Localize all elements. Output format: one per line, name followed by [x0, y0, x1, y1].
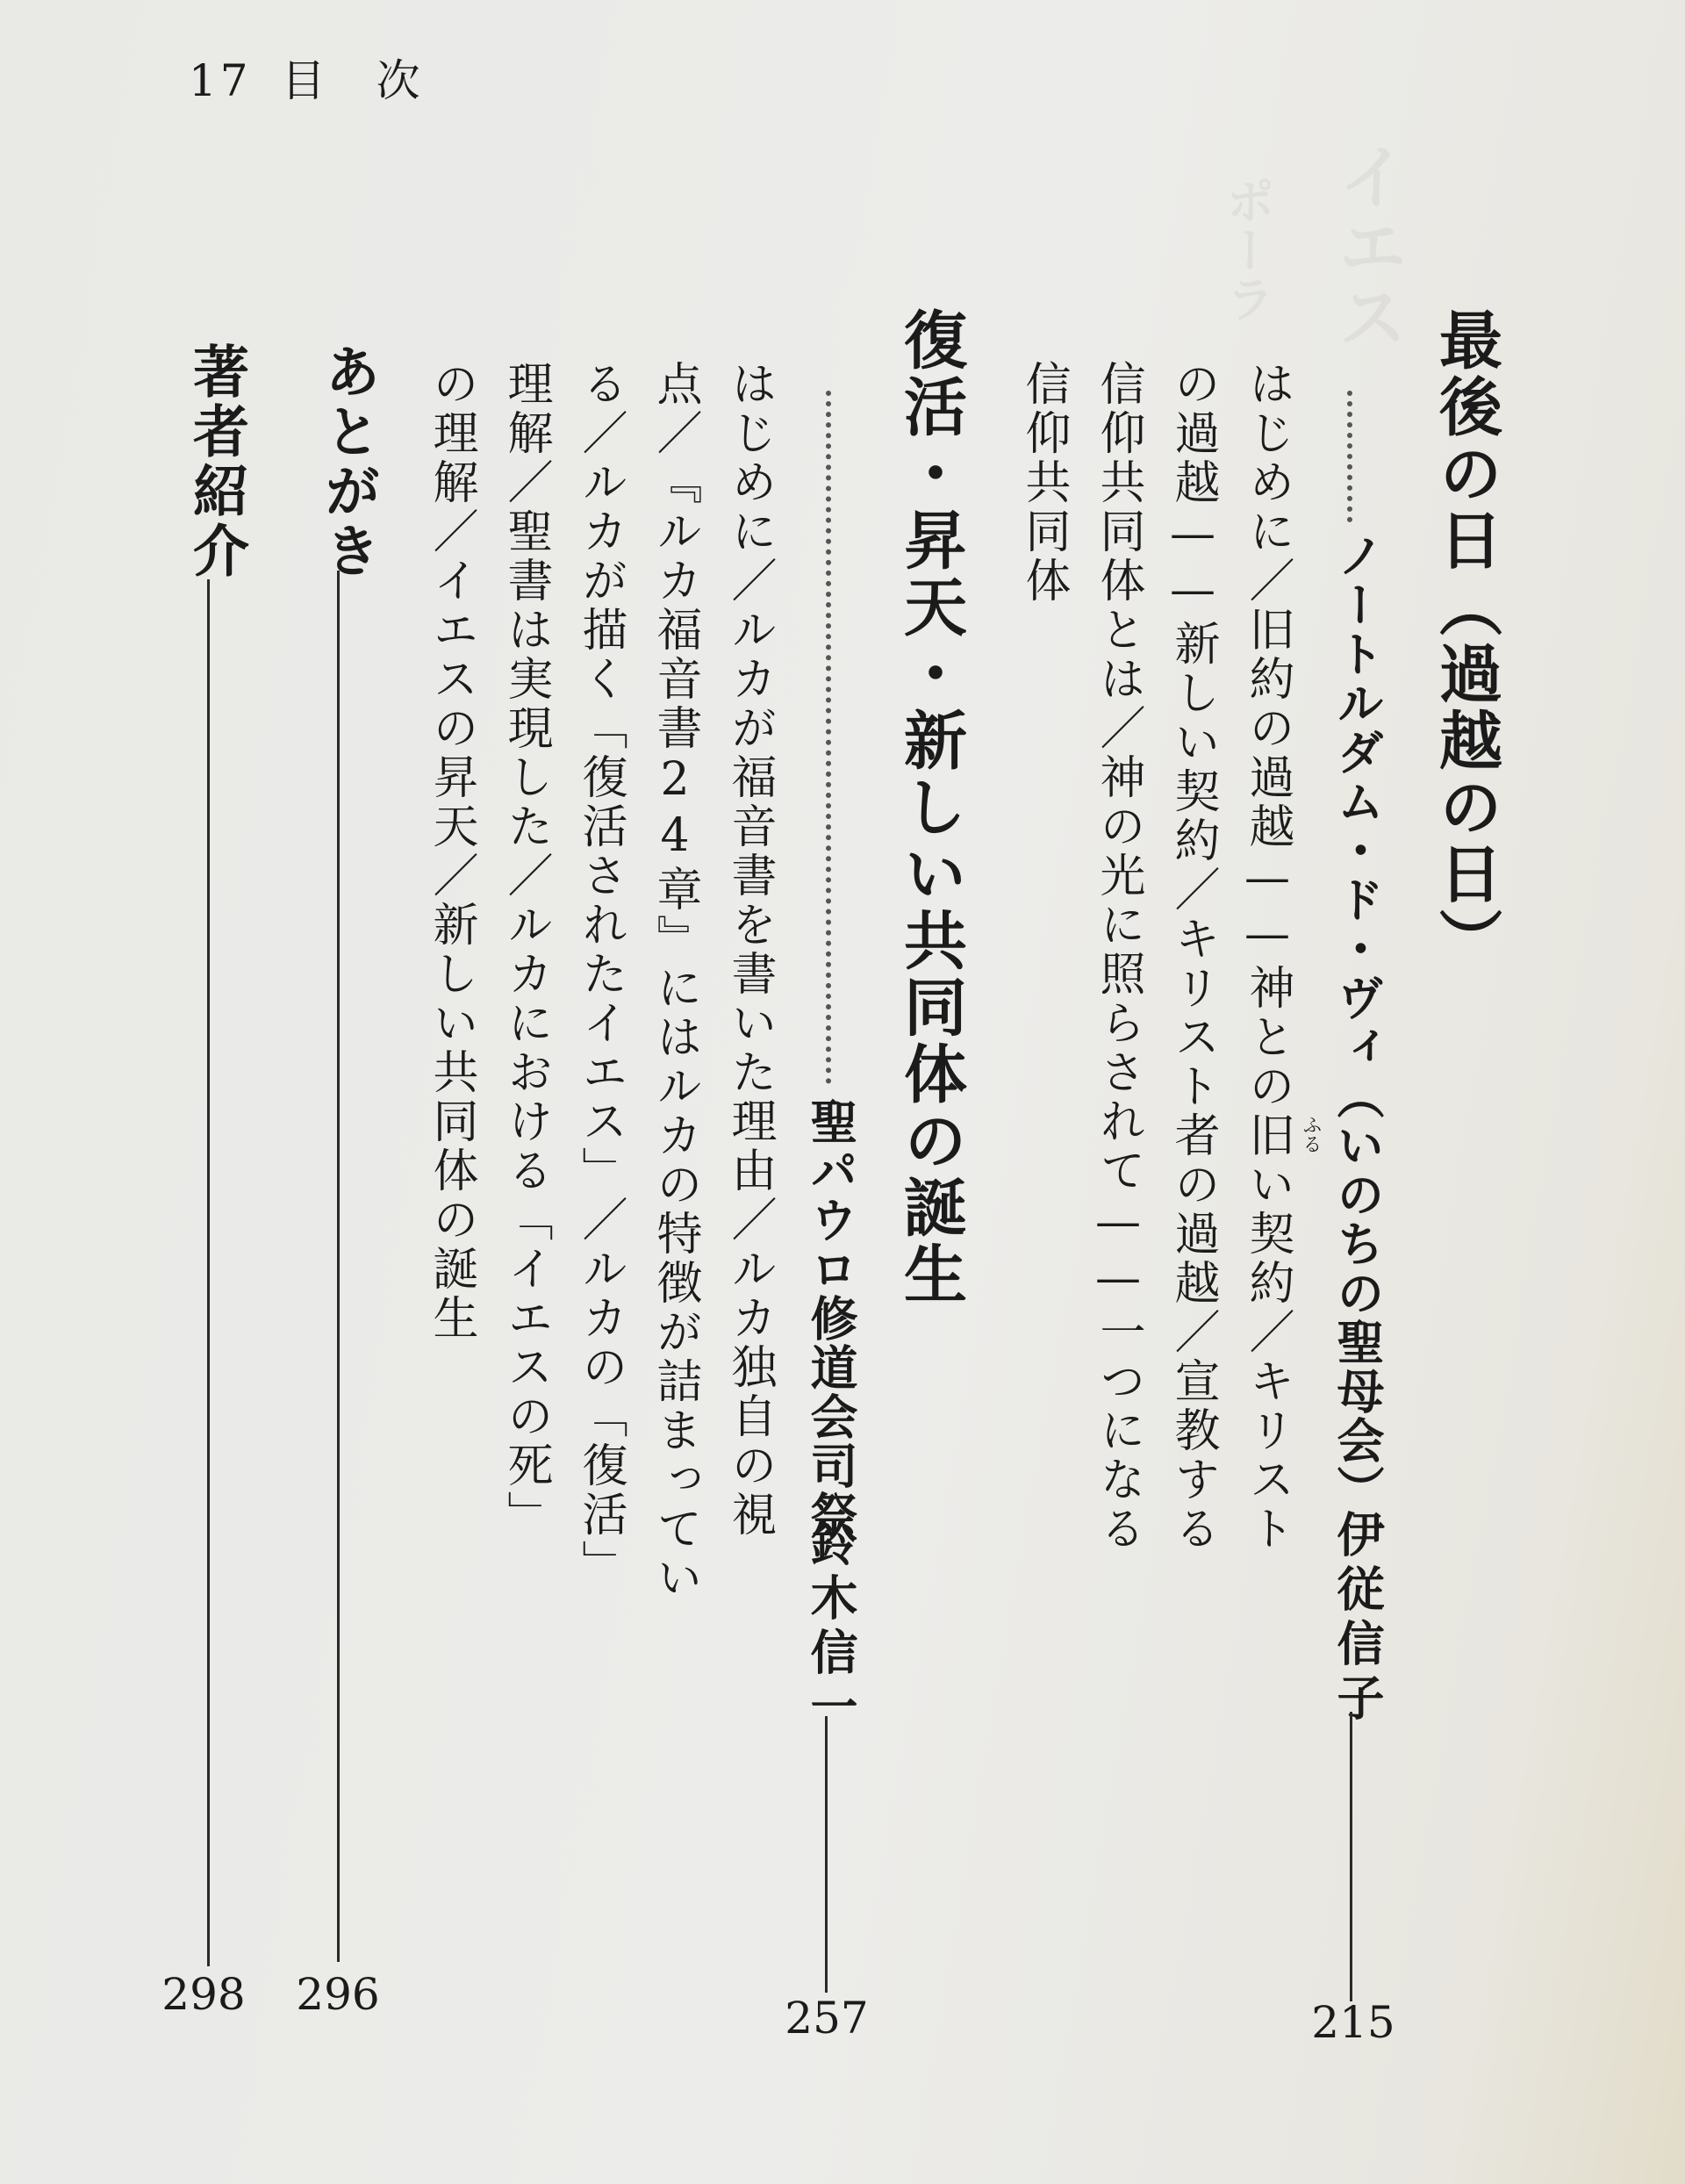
leader-line	[825, 1716, 828, 1993]
section-subtitle: 聖パウロ修道会司祭	[803, 1097, 858, 1540]
page-number: 298	[161, 1969, 246, 2020]
section-subtitle: ノートルダム・ド・ヴィ（いのちの聖母会）	[1330, 531, 1385, 1514]
section-author: 鈴木信一	[803, 1519, 858, 1736]
show-through-text	[1211, 176, 1281, 323]
author-intro-label: 著者紹介	[183, 342, 248, 581]
page-number: 215	[1311, 1997, 1395, 2048]
toc-description-line: はじめに／旧約の過越——神との旧い契約／キリスト	[1241, 360, 1294, 1554]
show-through-text	[1316, 140, 1417, 351]
page-number: 296	[296, 1969, 380, 2020]
furigana: ふる	[1300, 1115, 1322, 1153]
section-heading: 復活・昇天・新しい共同体の誕生	[893, 307, 967, 1308]
header-title: 目 次	[281, 55, 424, 106]
toc-description-line: の理解／イエスの昇天／新しい共同体の誕生	[425, 360, 477, 1343]
toc-description-line: の過越——新しい契約／キリスト者の過越／宣教する	[1166, 360, 1219, 1554]
leader-line	[337, 571, 340, 1962]
header-page-number: 17	[189, 55, 252, 106]
page-number: 257	[785, 1993, 869, 2044]
leader-line	[207, 579, 210, 1966]
toc-description-line: 点／『ルカ福音書24章』にはルカの特徴が詰まってい	[649, 360, 701, 1603]
leader-line	[1350, 1712, 1352, 2001]
toc-description-line: 信仰共同体	[1017, 360, 1070, 606]
running-header	[189, 46, 424, 109]
section-author: 伊従信子	[1330, 1510, 1385, 1728]
leader-dots	[1347, 391, 1352, 522]
section-heading: 最後の日（過越の日）	[1429, 307, 1502, 974]
leader-dots	[826, 391, 831, 1084]
toc-description-line: はじめに／ルカが福音書を書いた理由／ルカ独自の視	[723, 360, 776, 1540]
toc-description-line: 理解／聖書は実現した／ルカにおける「イエスの死」	[499, 360, 552, 1540]
toc-description-line: 信仰共同体とは／神の光に照らされて——一つになる	[1092, 360, 1144, 1554]
afterword-label: あとがき	[315, 342, 380, 581]
toc-description-line: る／ルカが描く「復活されたイエス」／ルカの「復活」	[574, 360, 627, 1589]
